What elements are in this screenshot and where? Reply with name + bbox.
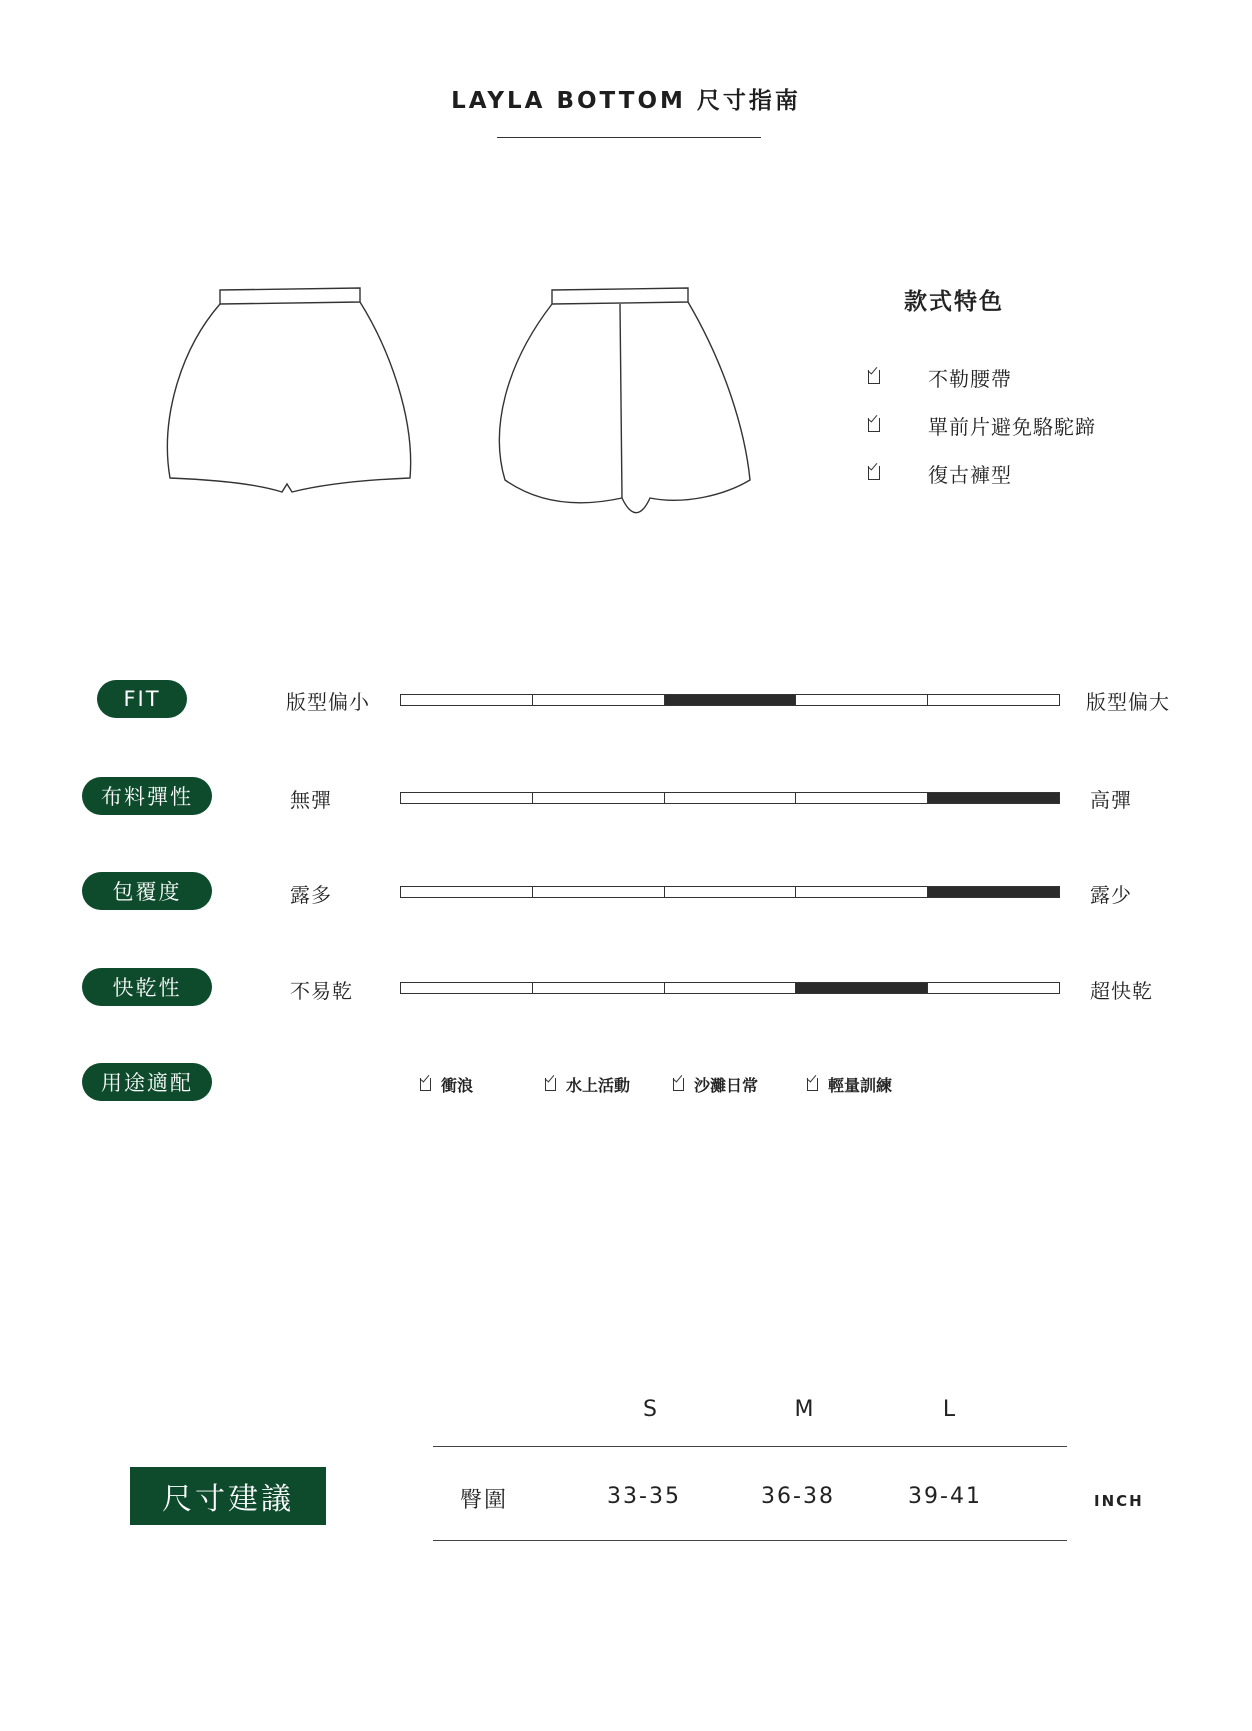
scale-segment	[401, 695, 533, 705]
scale-segment	[533, 793, 665, 803]
usage-item	[545, 1073, 630, 1096]
scale-segment	[928, 793, 1059, 803]
quick-dry-right-label: 超快乾	[1090, 979, 1153, 1003]
elasticity-scale	[400, 792, 1060, 804]
scale-segment	[665, 983, 797, 993]
elasticity-left-label: 無彈	[290, 788, 332, 812]
table-top-rule	[433, 1446, 1067, 1447]
scale-segment	[401, 887, 533, 897]
feature-label: 復古褲型	[928, 462, 1012, 487]
hip-row-label: 臀圍	[460, 1488, 509, 1513]
usage-item	[673, 1073, 758, 1096]
front-view-illustration	[167, 288, 410, 492]
scale-segment	[665, 793, 797, 803]
quick-dry-scale	[400, 982, 1060, 994]
scale-segment	[796, 983, 928, 993]
scale-segment	[796, 695, 928, 705]
title-divider	[497, 137, 761, 138]
checkbox-icon	[545, 1078, 556, 1091]
usage-pill: 用途適配	[82, 1063, 212, 1101]
coverage-scale	[400, 886, 1060, 898]
scale-segment	[796, 887, 928, 897]
feature-item	[868, 411, 1096, 439]
size-recommendation-badge: 尺寸建議	[130, 1467, 326, 1525]
elasticity-right-label: 高彈	[1090, 788, 1132, 812]
usage-label: 輕量訓練	[828, 1076, 893, 1095]
checkbox-icon	[673, 1078, 684, 1091]
feature-label: 不勒腰帶	[928, 366, 1012, 391]
scale-segment	[665, 887, 797, 897]
coverage-right-label: 露少	[1090, 883, 1132, 907]
hip-value-s: 33-35	[607, 1484, 681, 1509]
scale-segment	[533, 887, 665, 897]
quick-dry-left-label: 不易乾	[290, 979, 353, 1003]
feature-item	[868, 459, 1012, 487]
fit-right-label: 版型偏大	[1086, 690, 1170, 714]
checkbox-icon	[420, 1078, 431, 1091]
hip-value-l: 39-41	[908, 1484, 982, 1509]
scale-segment	[928, 695, 1059, 705]
checkbox-icon	[868, 370, 880, 384]
fit-scale	[400, 694, 1060, 706]
page-title: LAYLA BOTTOM 尺寸指南	[451, 88, 801, 114]
scale-segment	[533, 695, 665, 705]
feature-label: 單前片避免駱駝蹄	[928, 414, 1096, 439]
features-heading: 款式特色	[904, 289, 1004, 315]
scale-segment	[533, 983, 665, 993]
usage-item	[420, 1073, 473, 1096]
back-view-illustration	[499, 288, 750, 513]
hip-value-m: 36-38	[761, 1484, 835, 1509]
fit-pill: FIT	[97, 680, 187, 718]
coverage-left-label: 露多	[290, 883, 332, 907]
usage-label: 沙灘日常	[694, 1076, 759, 1095]
fit-left-label: 版型偏小	[286, 690, 370, 714]
scale-segment	[928, 887, 1059, 897]
size-header-l: L	[942, 1397, 956, 1422]
checkbox-icon	[868, 418, 880, 432]
scale-segment	[401, 793, 533, 803]
size-header-m: M	[794, 1397, 814, 1422]
checkbox-icon	[807, 1078, 818, 1091]
checkbox-icon	[868, 466, 880, 480]
coverage-pill: 包覆度	[82, 872, 212, 910]
scale-segment	[401, 983, 533, 993]
scale-segment	[796, 793, 928, 803]
garment-illustrations	[160, 280, 760, 520]
usage-label: 水上活動	[566, 1076, 631, 1095]
usage-label: 衝浪	[441, 1076, 474, 1095]
elasticity-pill: 布料彈性	[82, 777, 212, 815]
feature-item	[868, 363, 1012, 391]
size-header-s: S	[643, 1397, 657, 1422]
quick-dry-pill: 快乾性	[82, 968, 212, 1006]
usage-item	[807, 1073, 892, 1096]
scale-segment	[665, 695, 797, 705]
scale-segment	[928, 983, 1059, 993]
table-bottom-rule	[433, 1540, 1067, 1541]
unit-label: INCH	[1094, 1492, 1144, 1510]
